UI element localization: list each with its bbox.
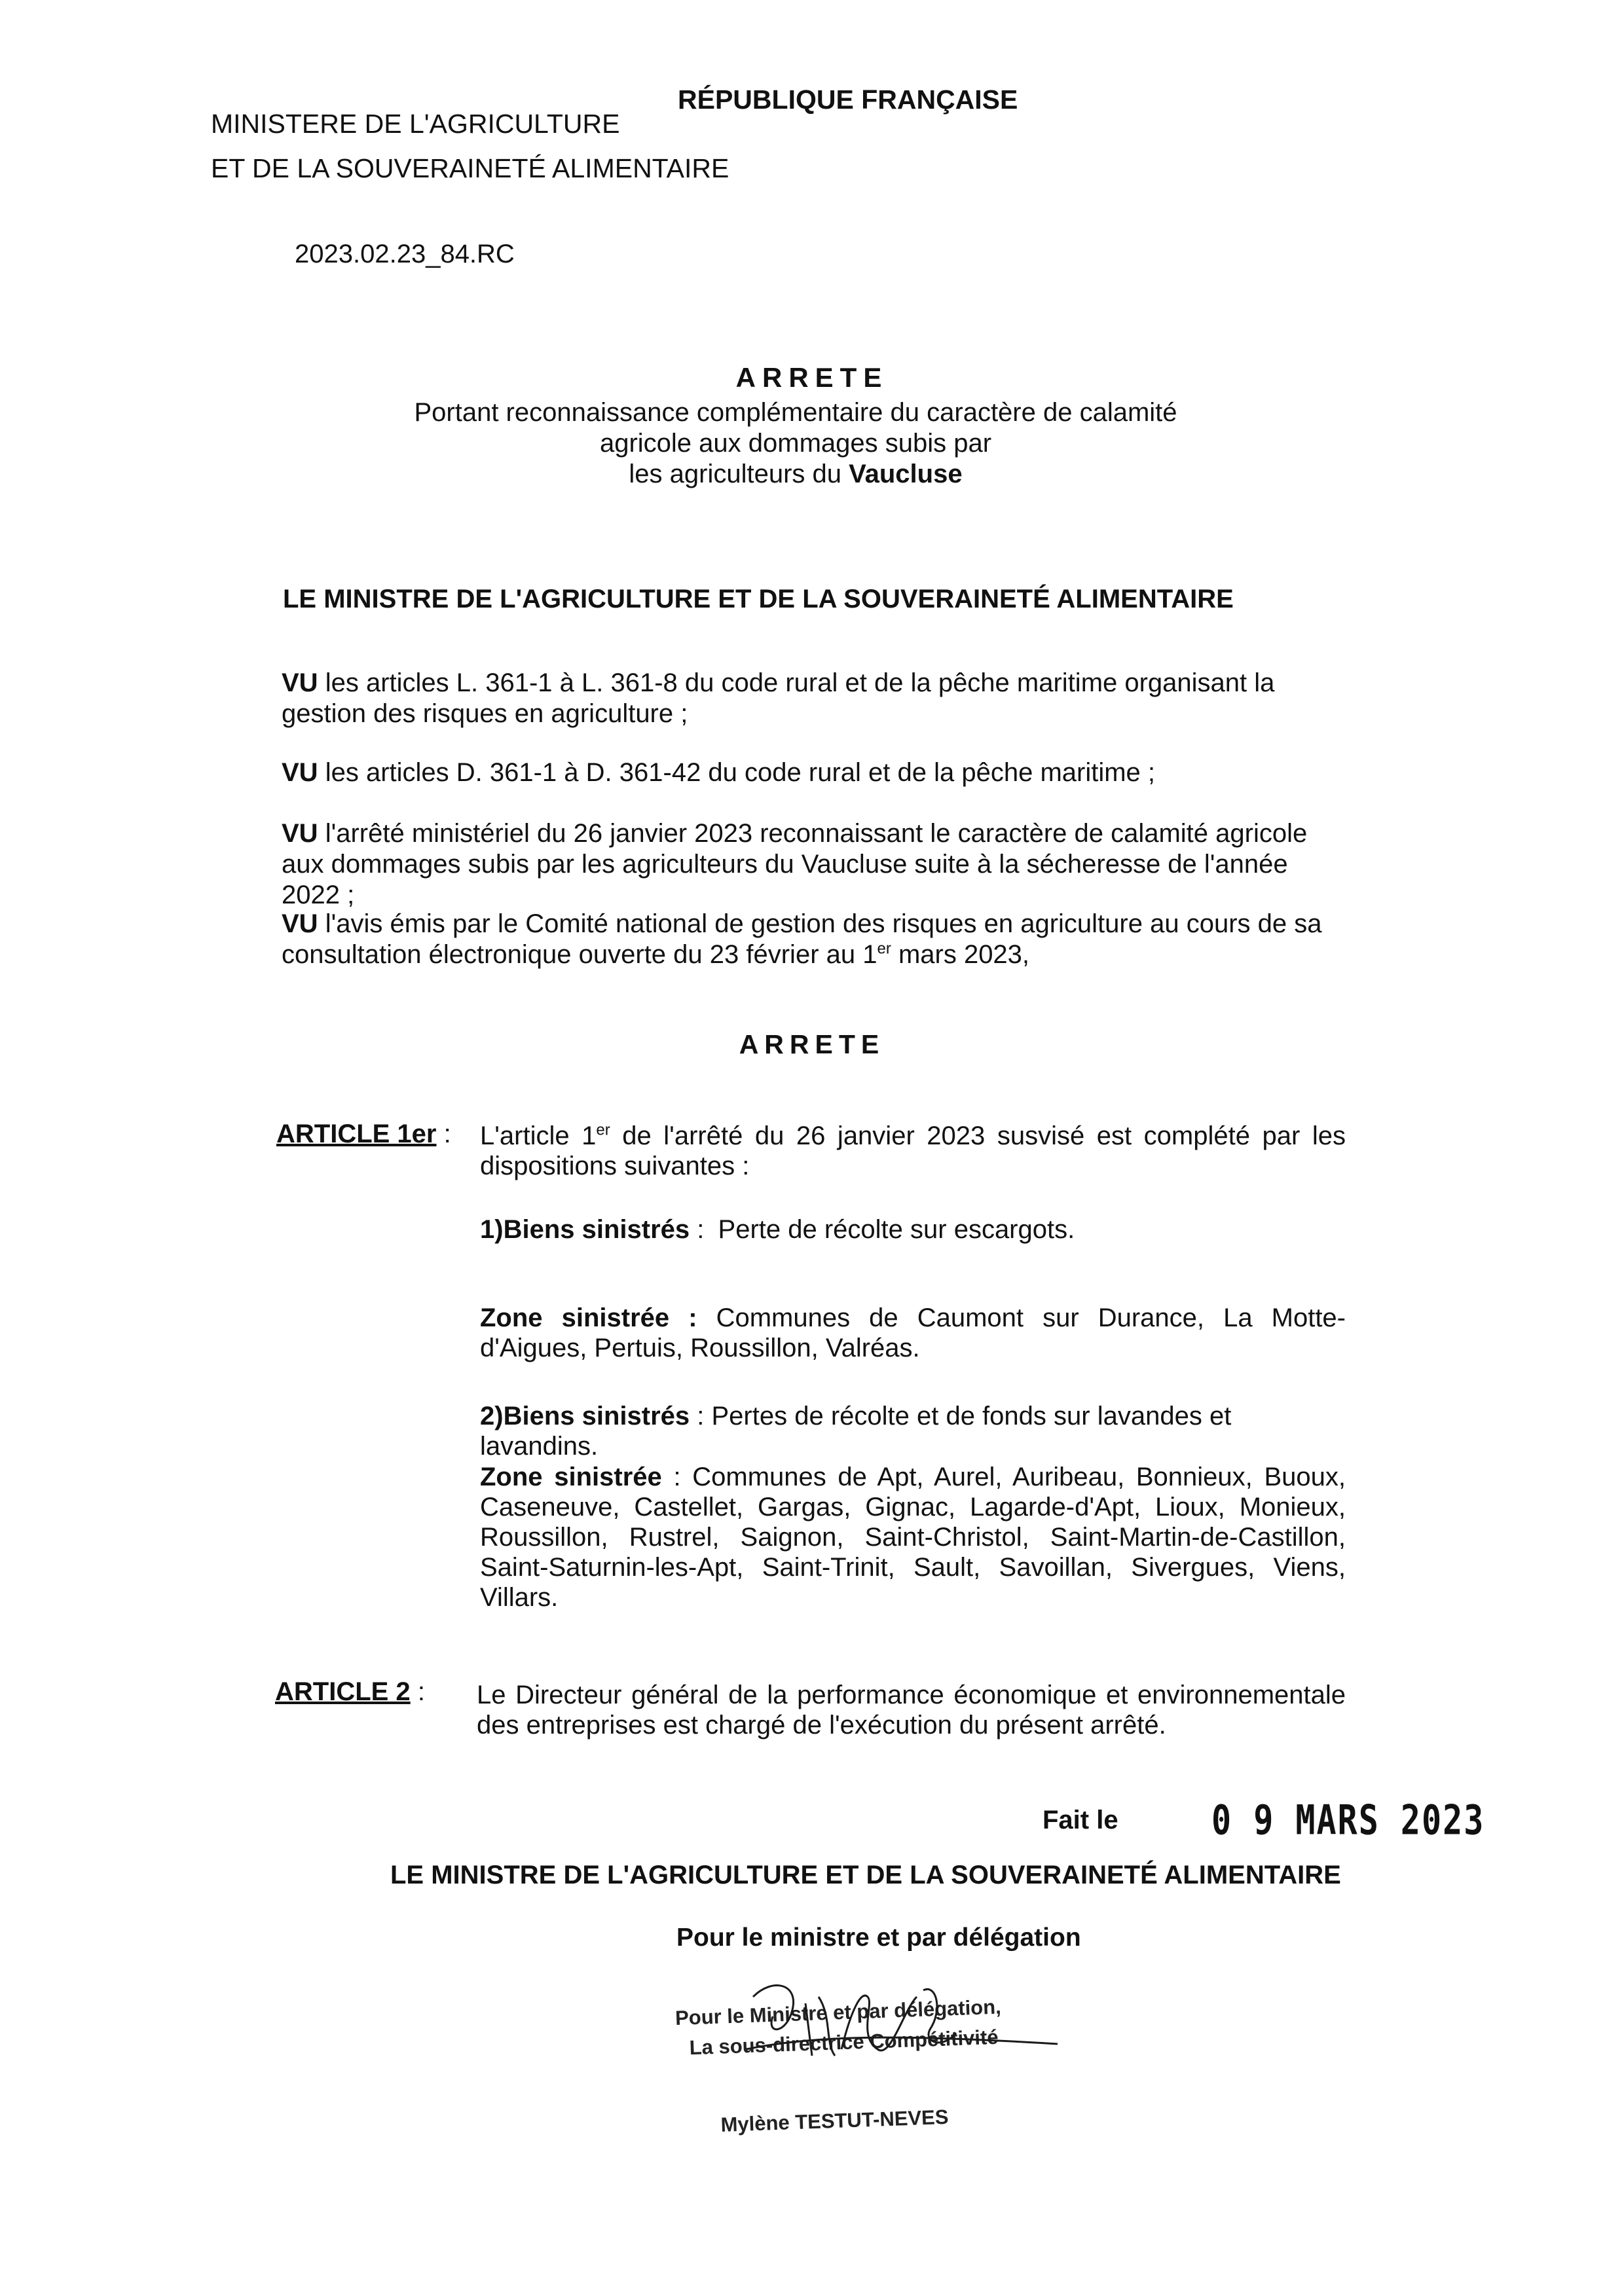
visa-text: l'arrêté ministériel du 26 janvier 2023 reconnaissant le caractère de calamité agricole aux dommages subis par les agriculteurs du Vaucluse suite à la sécheresse de l'année 2022 ; (282, 819, 1308, 909)
visa-text-after: mars 2023, (891, 940, 1030, 969)
article-1-label-row (276, 1118, 451, 1150)
article-2-colon: : (417, 1677, 425, 1706)
article-1-intro-sup: er (596, 1121, 610, 1139)
zone-1-label: Zone sinistrée : (480, 1303, 697, 1332)
article-1-item-1 (480, 1214, 1346, 1245)
zone-1-text: Communes de Caumont sur Durance, La Motte-d'Aigues, Pertuis, Roussillon, Valréas. (480, 1303, 1346, 1362)
article-1-item-2 (480, 1401, 1346, 1461)
article-1-zone-2 (480, 1462, 1346, 1613)
visa-1 (282, 668, 1346, 729)
date-stamp: 0 9 MARS 2023 (1211, 1796, 1485, 1844)
visa-vu: VU (282, 819, 318, 848)
title-department: Vaucluse (849, 460, 963, 488)
zone-2-label: Zone sinistrée (480, 1463, 662, 1491)
title-line-3-prefix: les agriculteurs du (629, 460, 842, 488)
item-1-label: 1)Biens sinistrés (480, 1215, 690, 1244)
ministry-line-1: MINISTERE DE L'AGRICULTURE (211, 109, 620, 139)
signer-name: Mylène TESTUT-NEVES (720, 2105, 949, 2136)
article-2-text: Le Directeur général de la performance économique et environnementale des entreprises est chargé de l'exécution du présent arrêté. (477, 1681, 1346, 1740)
visa-4 (282, 909, 1346, 970)
article-1-intro-before: L'article 1 (480, 1121, 597, 1150)
visa-text: les articles D. 361-1 à D. 361-42 du code rural et de la pêche maritime ; (325, 758, 1156, 787)
title-line-3 (0, 458, 1591, 490)
arrete-heading: ARRETE (739, 1029, 885, 1059)
article-1-label: ARTICLE 1er (276, 1120, 437, 1148)
visa-vu: VU (282, 909, 318, 938)
item-1-text: Perte de récolte sur escargots. (718, 1215, 1075, 1244)
title-heading: ARRETE (735, 362, 889, 393)
ministry-line-2: ET DE LA SOUVERAINETÉ ALIMENTAIRE (211, 153, 729, 183)
reference-number: 2023.02.23_84.RC (295, 240, 515, 268)
article-1-intro (480, 1121, 1346, 1181)
republic-heading: RÉPUBLIQUE FRANÇAISE (678, 84, 1018, 115)
signature-delegation: Pour le ministre et par délégation (676, 1923, 1081, 1952)
fait-le: Fait le (1043, 1806, 1118, 1834)
minister-heading: LE MINISTRE DE L'AGRICULTURE ET DE LA SOUVERAINETÉ ALIMENTAIRE (283, 585, 1234, 613)
visa-text-before: l'avis émis par le Comité national de gestion des risques en agriculture au cours de sa consultation électronique ouverte du 23 février au 1 (282, 909, 1322, 969)
title-line-1: Portant reconnaissance complémentaire du caractère de calamité (414, 398, 1177, 427)
item-1-colon: : (697, 1215, 705, 1244)
article-1-colon: : (443, 1120, 451, 1148)
handwritten-signature (727, 1971, 1067, 2075)
zone-2-text: : Communes de Apt, Aurel, Auribeau, Bonnieux, Buoux, Caseneuve, Castellet, Gargas, Gignac, Lagarde-d'Apt, Lioux, Monieux, Roussillon, Rustrel, Saignon, Saint-Christol, Saint-Martin-de-Castillon, Saint-Saturnin-les-Apt, Saint-Trinit, Sault, Savoillan, Sivergues, Viens, Villars. (480, 1463, 1346, 1612)
title-line-2: agricole aux dommages subis par (599, 429, 992, 458)
visa-sup: er (877, 939, 891, 958)
visa-text: les articles L. 361-1 à L. 361-8 du code rural et de la pêche maritime organisant la gestion des risques en agriculture ; (282, 668, 1275, 728)
stamp-line-1: Pour le Ministre et par délégation, (674, 1995, 1002, 2030)
article-1-zone-1 (480, 1303, 1346, 1363)
article-2-label: ARTICLE 2 (275, 1677, 411, 1706)
article-2-label-row (275, 1676, 425, 1707)
article-1-intro-after: de l'arrêté du 26 janvier 2023 susvisé est complété par les dispositions suivantes : (480, 1121, 1346, 1180)
signature-minister: LE MINISTRE DE L'AGRICULTURE ET DE LA SOUVERAINETÉ ALIMENTAIRE (390, 1861, 1341, 1889)
visa-3 (282, 818, 1346, 911)
visa-vu: VU (282, 758, 318, 787)
stamp-line-2: La sous-directrice Compétitivité (689, 2025, 999, 2060)
visa-2 (282, 757, 1346, 788)
item-2-text: : Pertes de récolte et de fonds sur lavandes et lavandins. (480, 1402, 1232, 1461)
item-2-label: 2)Biens sinistrés (480, 1402, 690, 1430)
visa-vu: VU (282, 668, 318, 697)
